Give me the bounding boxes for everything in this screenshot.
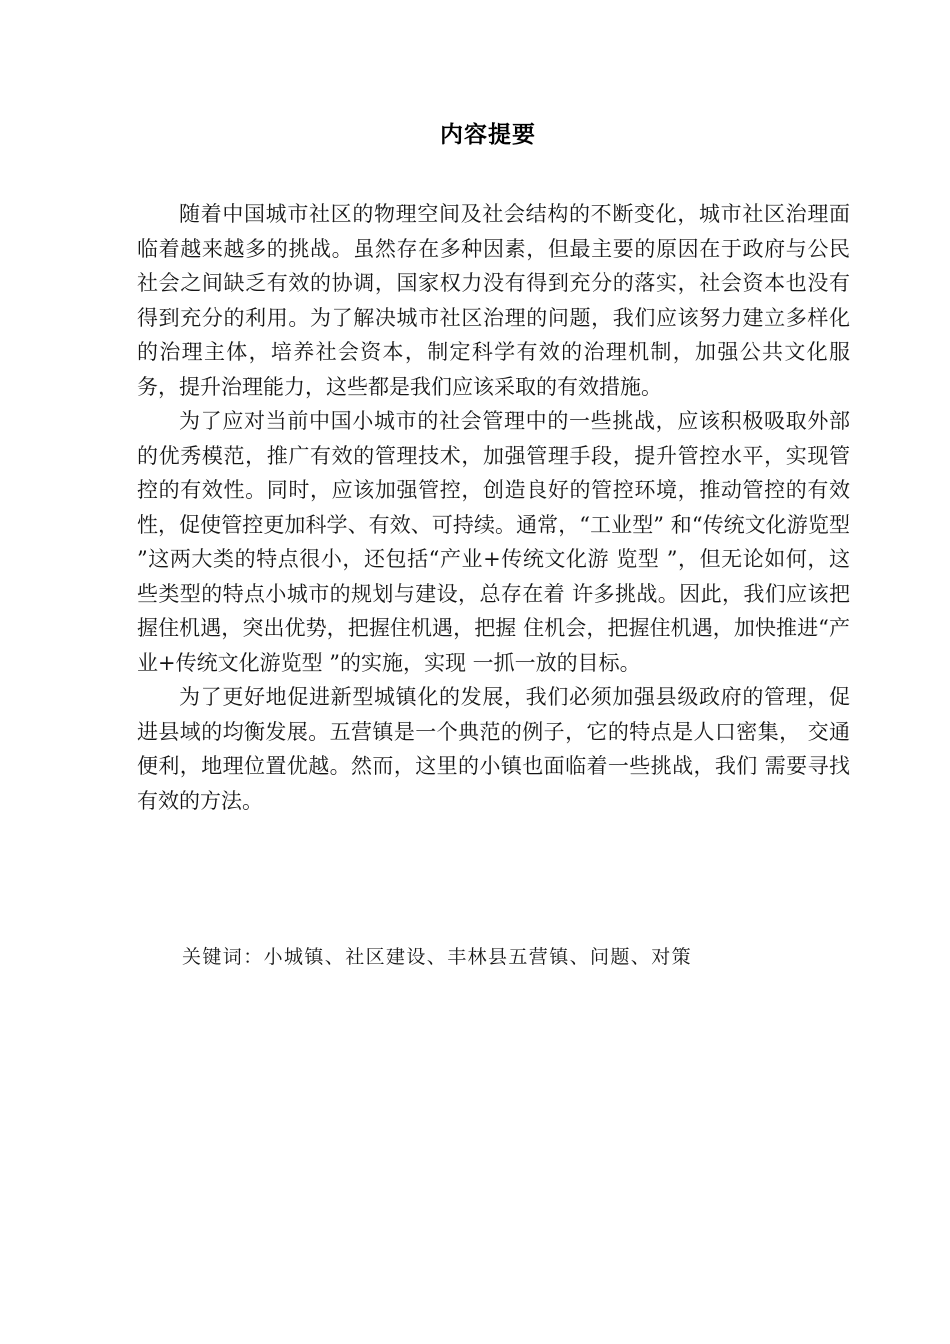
abstract-paragraph-1: 随着中国城市社区的物理空间及社会结构的不断变化，城市社区治理面临着越来越多的挑战。虽然存在多种因素，但最主要的原因在于政府与公民社会之间缺乏有效的协调，国家权力没有得到充分的落实，社会资本也没有得到充分的利用。为了解决城市社区治理的问题，我们应该努力建立多样化的治理主体，培养社会资本，制定科学有效的治理机制，加强公共文化服务，提升治理能力，这些都是我们应该采取的有效措施。	[137, 202, 850, 399]
abstract-body	[137, 197, 850, 818]
abstract-paragraph-2: 为了应对当前中国小城市的社会管理中的一些挑战，应该积极吸取外部的优秀模范，推广有效的管理技术，加强管理手段，提升管控水平，实现管控的有效性。同时，应该加强管控，创造良好的管控环境，推动管控的有效性，促使管控更加科学、有效、可持续。通常，“工业型” 和“传统文化游览型 ”这两大类的特点很小，还包括“产业+传统文化游 览型 ”，但无论如何，这些类型的特点小城市的规划与建设，总存在着 许多挑战。因此，我们应该把握住机遇，突出优势，把握住机遇，把握 住机会，把握住机遇，加快推进“产业+传统文化游览型 ”的实施，实现 一抓一放的目标。	[137, 409, 850, 675]
keywords-line: 关键词：小城镇、社区建设、丰林县五营镇、问题、对策	[182, 946, 693, 968]
page-title: 内容提要	[440, 122, 536, 148]
abstract-paragraph-3: 为了更好地促进新型城镇化的发展，我们必须加强县级政府的管理，促进县域的均衡发展。五营镇是一个典范的例子，它的特点是人口密集， 交通便利，地理位置优越。然而，这里的小镇也面临着一些挑战，我们 需要寻找有效的方法。	[137, 685, 850, 813]
